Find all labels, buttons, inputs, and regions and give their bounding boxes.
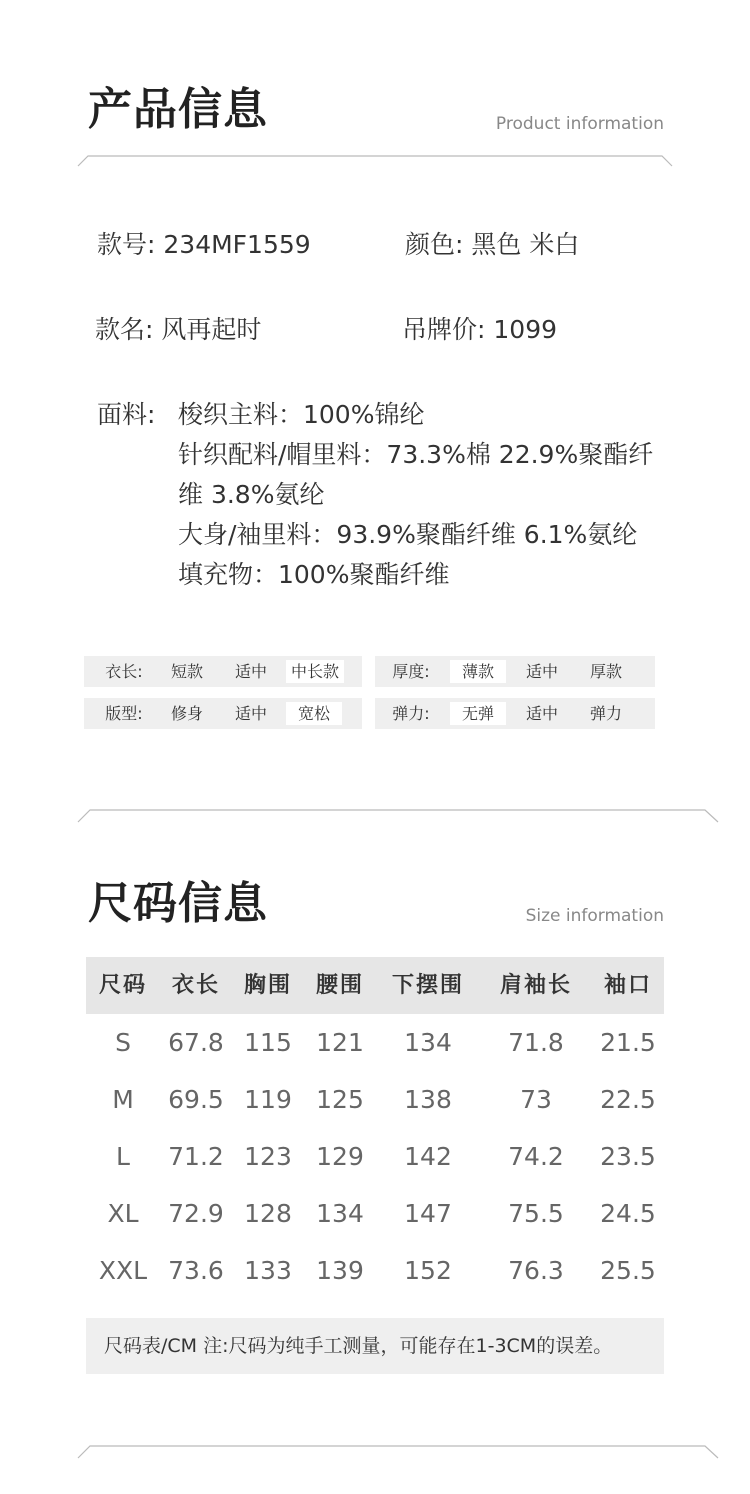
attr-option: 适中	[234, 704, 267, 723]
fabric-label: 面料:	[97, 400, 156, 429]
size-header-cell: 腰围	[315, 973, 364, 998]
size-table-cell: 67.8	[168, 1028, 224, 1057]
price-label: 吊牌价:	[402, 315, 486, 344]
size-table-cell: 139	[316, 1256, 364, 1285]
fabric-line: 大身/袖里料：93.9%聚酯纤维 6.1%氨纶	[178, 520, 638, 549]
size-header-cell: 肩袖长	[499, 973, 572, 998]
middle-divider	[0, 804, 750, 834]
size-note-bar	[86, 1318, 664, 1374]
fabric-line: 梭织主料：100%锦纶	[178, 400, 425, 429]
size-header-cell: 胸围	[243, 973, 292, 998]
size-table-cell: 142	[404, 1142, 452, 1171]
size-table-header	[86, 957, 664, 1014]
size-table-cell: 22.5	[600, 1085, 656, 1114]
size-table-cell: 73.6	[168, 1256, 224, 1285]
size-table-cell: 69.5	[168, 1085, 224, 1114]
size-table-cell: 134	[404, 1028, 452, 1057]
color-label: 颜色:	[405, 230, 464, 259]
attr-label-fit: 版型:	[105, 704, 143, 723]
attr-option: 厚款	[589, 662, 622, 681]
attr-option-selected: 宽松	[286, 702, 342, 725]
size-header-cell: 尺码	[98, 973, 147, 998]
size-info-title: 尺码信息	[88, 878, 268, 929]
size-table-cell: XL	[107, 1199, 139, 1228]
size-table-cell: 119	[244, 1085, 292, 1114]
size-table-cell: 21.5	[600, 1028, 656, 1057]
size-table-cell: 73	[520, 1085, 552, 1114]
size-note: 尺码表/CM 注:尺码为纯手工测量，可能存在1-3CM的误差。	[104, 1335, 613, 1357]
size-table-cell: L	[116, 1142, 130, 1171]
size-table-cell: 152	[404, 1256, 452, 1285]
style-no-value: 234MF1559	[163, 230, 311, 259]
color-value: 黑色 米白	[471, 230, 580, 259]
attr-option: 短款	[170, 662, 203, 681]
name-row	[95, 310, 261, 350]
size-table-cell: XXL	[98, 1256, 148, 1285]
fabric-list	[178, 395, 653, 595]
size-table-cell: 128	[244, 1199, 292, 1228]
attr-option: 适中	[525, 662, 558, 681]
size-header-cell: 衣长	[171, 973, 220, 998]
size-info-subtitle: Size information	[525, 906, 664, 926]
size-table-cell: 129	[316, 1142, 364, 1171]
attr-label-thickness: 厚度:	[392, 662, 430, 681]
attr-option: 修身	[170, 704, 203, 723]
attr-label-length: 衣长:	[105, 662, 143, 681]
size-table-cell: 72.9	[168, 1199, 224, 1228]
size-table-cell: 71.8	[508, 1028, 564, 1057]
size-header-cell: 下摆围	[391, 973, 464, 998]
price-value: 1099	[493, 315, 558, 344]
size-table-cell: 147	[404, 1199, 452, 1228]
price-row	[402, 310, 557, 350]
name-label: 款名:	[95, 315, 154, 344]
size-table-cell: 115	[244, 1028, 292, 1057]
size-table-cell: M	[112, 1085, 134, 1114]
size-table-cell: 74.2	[508, 1142, 564, 1171]
name-value: 风再起时	[161, 315, 262, 344]
size-table-cell: 24.5	[600, 1199, 656, 1228]
fabric-line: 填充物：100%聚酯纤维	[178, 560, 450, 589]
attr-bar-stretch	[375, 698, 655, 729]
size-table-cell: 23.5	[600, 1142, 656, 1171]
attr-bar-fit	[84, 698, 362, 729]
attr-option-selected: 中长款	[286, 660, 344, 683]
bottom-divider	[0, 1440, 750, 1470]
size-header-cell: 袖口	[603, 973, 652, 998]
size-table-cell: 76.3	[508, 1256, 564, 1285]
size-table-cell: 123	[244, 1142, 292, 1171]
attr-option: 弹力	[589, 704, 622, 723]
attr-option-selected: 无弹	[450, 702, 506, 725]
size-table-cell: 134	[316, 1199, 364, 1228]
size-table-cell: 71.2	[168, 1142, 224, 1171]
product-info-subtitle: Product information	[495, 114, 664, 134]
fabric-line: 维 3.8%氨纶	[178, 480, 325, 509]
product-info-title: 产品信息	[88, 84, 268, 135]
size-table-cell: 121	[316, 1028, 364, 1057]
attr-option: 适中	[234, 662, 267, 681]
size-table-cell: 133	[244, 1256, 292, 1285]
attr-option-selected: 薄款	[450, 660, 506, 683]
size-table-cell: 25.5	[600, 1256, 656, 1285]
color-row	[405, 225, 579, 265]
size-table-cell: S	[115, 1028, 131, 1057]
attr-option: 适中	[525, 704, 558, 723]
size-table-cell: 138	[404, 1085, 452, 1114]
attr-label-stretch: 弹力:	[392, 704, 430, 723]
attr-bar-length	[84, 656, 362, 687]
style-no-row	[97, 225, 311, 265]
attr-bar-thickness	[375, 656, 655, 687]
style-no-label: 款号:	[97, 230, 156, 259]
fabric-line: 针织配料/帽里料：73.3%棉 22.9%聚酯纤	[178, 440, 654, 469]
size-table-cell: 125	[316, 1085, 364, 1114]
size-table-cell: 75.5	[508, 1199, 564, 1228]
